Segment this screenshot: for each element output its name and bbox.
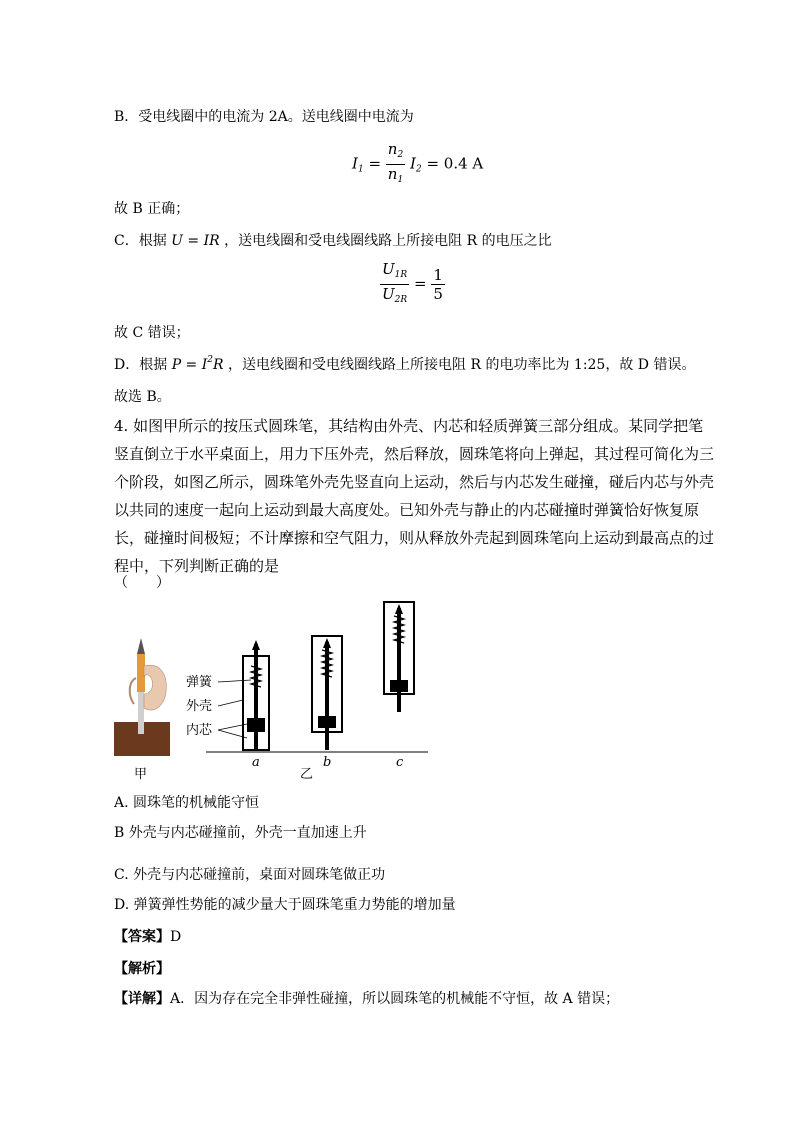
option-c: C. 外壳与内芯碰撞前，桌面对圆珠笔做正功: [114, 867, 386, 883]
question-4-text: [114, 412, 714, 580]
eq2-den-sub: 2R: [394, 295, 408, 305]
eq2-num: U: [382, 260, 395, 278]
eq1-fraction: [386, 140, 405, 189]
d-formula-end: R: [213, 357, 224, 373]
pen-figure: [110, 596, 440, 782]
detail-text: A．因为存在完全非弹性碰撞，所以圆珠笔的机械能不守恒，故 A 错误；: [170, 991, 620, 1007]
pen-a-core: [247, 718, 265, 732]
eq2-den: U: [382, 285, 395, 303]
question-body: 4. 如图甲所示的按压式圆珠笔，其结构由外壳、内芯和轻质弹簧三部分组成。某同学把笔竖直倒立于水平桌面上，用力下压外壳，然后释放，圆珠笔将向上弹起，其过程可简化为三个阶段，如图乙所示，圆珠笔外壳先竖直向上运动，然后与内芯发生碰撞，碰后内芯与外壳以共同的速度一起向上运动到最大高度处。已知外壳与静止的内芯碰撞时弹簧恰好恢复原长，碰撞时间极短；不计摩擦和空气阻力，则从释放外壳起到圆珠笔向上运动到最高点的过程中，下列判断正确的是: [114, 417, 715, 575]
answer-value: D: [170, 929, 182, 945]
option-d: D. 弹簧弹性势能的减少量大于圆珠笔重力势能的增加量: [114, 897, 456, 913]
label-a: a: [252, 755, 260, 770]
hand: [144, 665, 166, 710]
pen-c: [384, 602, 414, 712]
label-c: c: [396, 755, 404, 770]
eq2-num-sub: 1R: [394, 270, 408, 280]
answer-line: [114, 926, 181, 946]
d-formula-base: P = I: [171, 357, 208, 373]
eq2-equals: =: [413, 274, 427, 293]
detail-line: [114, 988, 619, 1008]
eq1-rhs: = 0.4 A: [426, 154, 484, 173]
label-shell: 外壳: [186, 699, 213, 714]
detail-tag: 【详解】: [114, 991, 170, 1007]
caption-yi: 乙: [300, 767, 314, 782]
option-b-text: B．受电线圈中的电流为 2A。送电线圈中电流为: [114, 109, 414, 125]
figure-jia-photo: [114, 638, 170, 756]
pen-b-core: [318, 716, 336, 728]
current-equation: $I_1$ = $\frac{n_2}{n_1}$ $I_2 = 0.4$ A: [352, 140, 483, 189]
c-prefix: C．根据: [114, 233, 167, 249]
pen-c-spring: [394, 616, 404, 643]
pen-diagram: [110, 596, 440, 782]
label-core: 内芯: [186, 723, 213, 738]
c-conclusion: 故 C 错误；: [114, 325, 190, 341]
eq1-lhs-sub: 1: [357, 164, 364, 175]
eq1-den-sub: 1: [397, 175, 404, 185]
pen-lower: [138, 692, 144, 734]
d-prefix: D．根据: [114, 357, 168, 373]
option-a: A. 圆珠笔的机械能守恒: [114, 795, 260, 811]
choose-b: 故选 B。: [114, 389, 171, 405]
eq1-num: n: [387, 140, 398, 158]
analysis-tag: 【解析】: [114, 961, 170, 977]
eq2-rden: 5: [433, 285, 443, 303]
thumb: [130, 678, 136, 704]
eq2-result-fraction: [431, 266, 445, 303]
eq1-mid-sub: 2: [415, 164, 422, 175]
shell-leader: [218, 700, 243, 706]
option-d-text: [114, 354, 695, 374]
eq1-lhs: I: [352, 154, 358, 173]
d-suffix: ，送电线圈和受电线圈线路上所接电阻 R 的电功率比为 1:25，故 D 错误。: [228, 357, 696, 373]
pen-b-spring: [322, 650, 332, 677]
voltage-ratio-equation: [380, 260, 445, 309]
caption-jia: 甲: [134, 767, 148, 782]
pen-b: [312, 636, 342, 750]
c-suffix: ，送电线圈和受电线圈线路上所接电阻 R 的电压之比: [224, 233, 552, 249]
option-c-text: [114, 230, 552, 250]
option-b: B 外壳与内芯碰撞前，外壳一直加速上升: [114, 825, 367, 841]
eq1-num-sub: 2: [397, 150, 404, 160]
eq1-mid: I: [409, 154, 416, 173]
label-spring: 弹簧: [186, 675, 213, 690]
eq2-fraction: [380, 260, 409, 309]
pen-tip: [137, 638, 145, 654]
eq2-rnum: 1: [433, 266, 443, 284]
answer-blank: （ ）: [114, 575, 170, 591]
c-formula: U = IR: [171, 233, 220, 249]
label-b: b: [323, 755, 332, 770]
eq1-den: n: [387, 165, 398, 183]
spring-leader: [218, 680, 251, 682]
b-conclusion: 故 B 正确；: [114, 201, 190, 217]
answer-tag: 【答案】: [114, 929, 170, 945]
pen-c-core: [390, 680, 408, 692]
pen-a: [243, 640, 269, 750]
d-formula-exp: 2: [207, 355, 214, 365]
